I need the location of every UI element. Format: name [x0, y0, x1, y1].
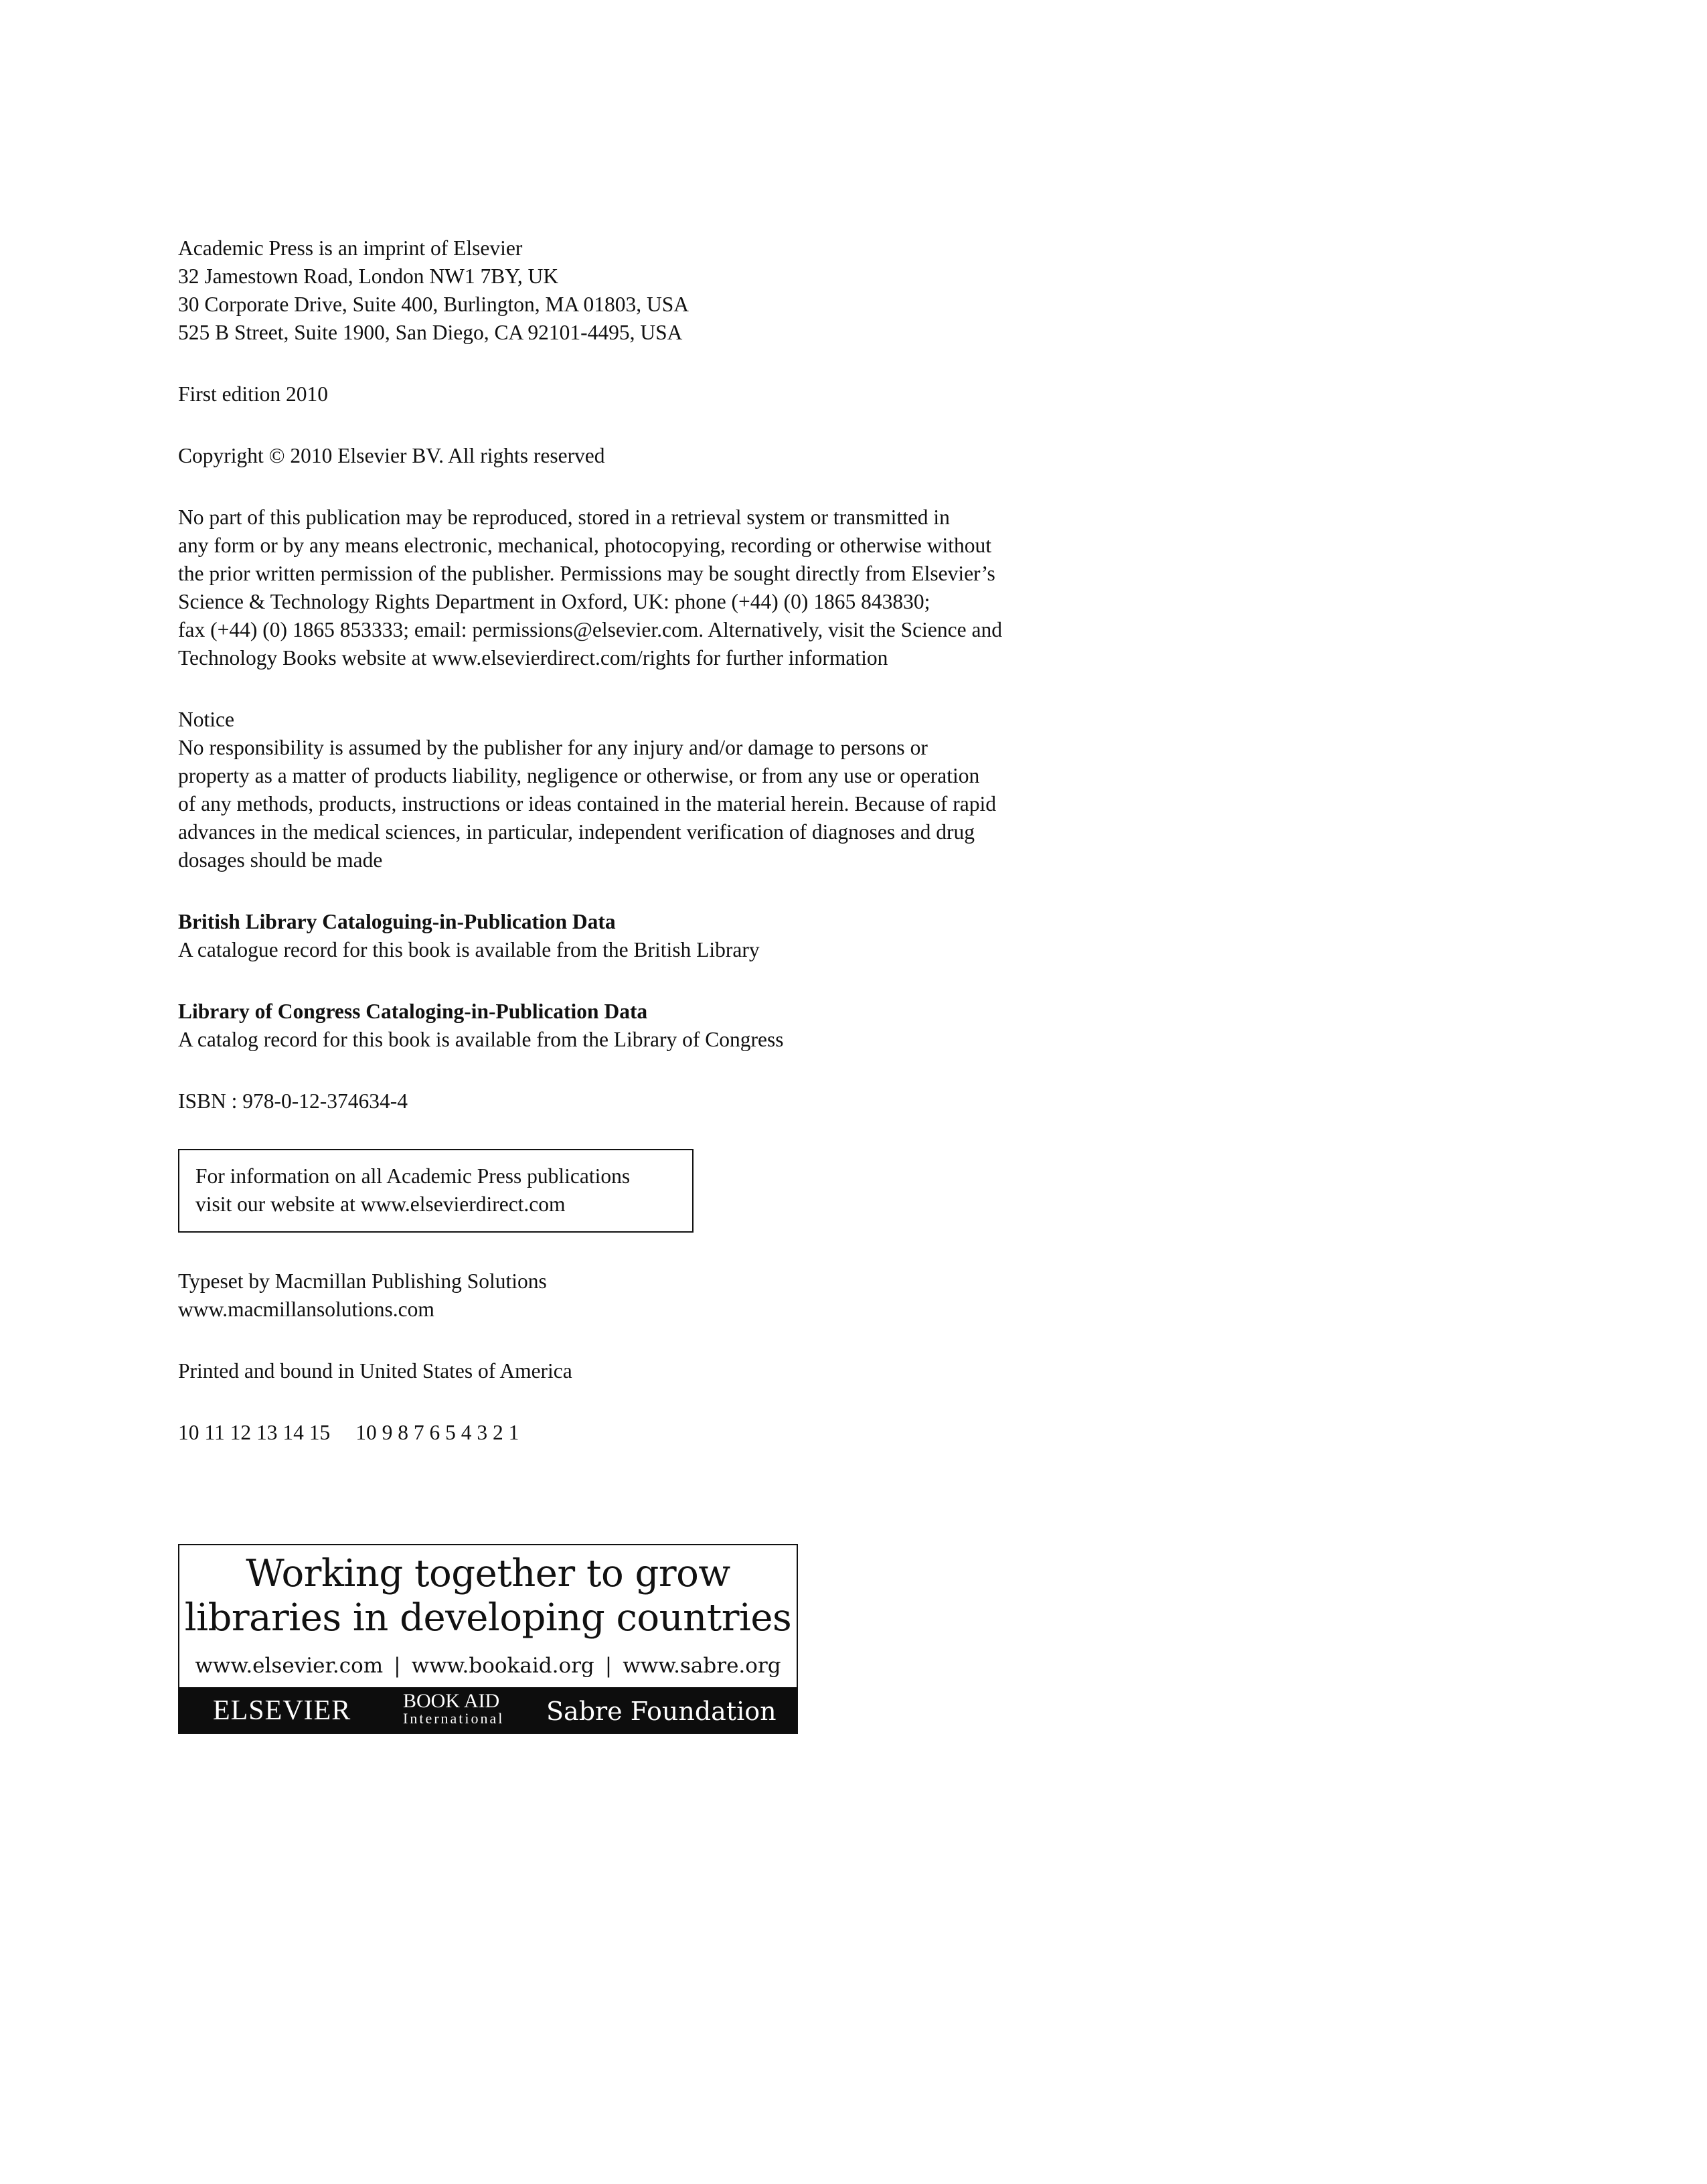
banner-logo-bar	[179, 1687, 797, 1733]
library-of-congress-block	[178, 998, 1088, 1054]
permissions-line: the prior written permission of the publisher. Permissions may be sought directly from Elsevier’s	[178, 562, 995, 585]
address-london: 32 Jamestown Road, London NW1 7BY, UK	[178, 264, 559, 288]
typeset-text: Typeset by Macmillan Publishing Solutions	[178, 1269, 547, 1293]
isbn-block	[178, 1087, 1088, 1115]
copyright-text: Copyright © 2010 Elsevier BV. All rights reserved	[178, 444, 605, 467]
print-years: 10 11 12 13 14 15	[178, 1421, 331, 1444]
edition-block	[178, 380, 1088, 408]
printed-block	[178, 1357, 1088, 1385]
banner-headline-line: Working together to grow	[246, 1552, 730, 1595]
copyright-page	[178, 234, 1088, 1480]
notice-heading: Notice	[178, 708, 234, 731]
british-library-block	[178, 908, 1088, 964]
permissions-line: any form or by any means electronic, mechanical, photocopying, recording or otherwise without	[178, 534, 991, 557]
info-box-line: visit our website at www.elsevierdirect.com	[195, 1192, 566, 1216]
typeset-url: www.macmillansolutions.com	[178, 1298, 434, 1321]
address-burlington: 30 Corporate Drive, Suite 400, Burlington, MA 01803, USA	[178, 293, 689, 316]
print-impressions: 10 9 8 7 6 5 4 3 2 1	[355, 1421, 519, 1444]
typeset-block	[178, 1267, 1088, 1324]
banner-headline	[179, 1552, 797, 1640]
sabre-foundation-logo: Sabre Foundation	[546, 1697, 777, 1726]
library-of-congress-text: A catalog record for this book is available from the Library of Congress	[178, 1028, 784, 1051]
printed-text: Printed and bound in United States of America	[178, 1359, 572, 1383]
notice-block	[178, 706, 1088, 874]
edition-text: First edition 2010	[178, 382, 329, 406]
notice-line: No responsibility is assumed by the publisher for any injury and/or damage to persons or	[178, 736, 928, 759]
publications-info-box	[178, 1149, 694, 1233]
book-aid-logo-main: BOOK AID	[403, 1690, 500, 1712]
book-aid-banner	[178, 1544, 798, 1734]
address-san-diego: 525 B Street, Suite 1900, San Diego, CA 92101-4495, USA	[178, 321, 683, 344]
sabre-link[interactable]: www.sabre.org	[623, 1654, 781, 1678]
imprint-address-block	[178, 234, 1088, 347]
permissions-line: fax (+44) (0) 1865 853333; email: permissions@elsevier.com. Alternatively, visit the Science and	[178, 618, 1002, 641]
notice-line: advances in the medical sciences, in particular, independent verification of diagnoses and drug	[178, 820, 975, 844]
library-of-congress-heading: Library of Congress Cataloging-in-Publication Data	[178, 1000, 648, 1023]
notice-line: of any methods, products, instructions or ideas contained in the material herein. Because of rapid	[178, 792, 997, 815]
imprint-line: Academic Press is an imprint of Elsevier	[178, 236, 523, 260]
british-library-text: A catalogue record for this book is available from the British Library	[178, 938, 760, 961]
isbn-text: ISBN : 978-0-12-374634-4	[178, 1089, 408, 1113]
book-aid-logo-sub: International	[403, 1710, 505, 1727]
copyright-block	[178, 442, 1088, 470]
british-library-heading: British Library Cataloguing-in-Publication Data	[178, 910, 616, 933]
notice-line: property as a matter of products liability, negligence or otherwise, or from any use or operation	[178, 764, 980, 787]
permissions-line: No part of this publication may be reproduced, stored in a retrieval system or transmitted in	[178, 505, 950, 529]
elsevier-logo: ELSEVIER	[213, 1695, 351, 1726]
book-aid-logo	[403, 1692, 504, 1727]
print-numbers	[178, 1419, 1088, 1447]
banner-headline-line: libraries in developing countries	[184, 1596, 792, 1640]
permissions-line: Technology Books website at www.elsevierdirect.com/rights for further information	[178, 646, 888, 670]
permissions-line: Science & Technology Rights Department in Oxford, UK: phone (+44) (0) 1865 843830;	[178, 590, 930, 613]
link-separator: |	[604, 1654, 613, 1678]
banner-links	[179, 1652, 797, 1679]
info-box-line: For information on all Academic Press publications	[195, 1164, 631, 1188]
bookaid-link[interactable]: www.bookaid.org	[411, 1654, 594, 1678]
permissions-block	[178, 503, 1088, 672]
link-separator: |	[394, 1654, 401, 1678]
notice-line: dosages should be made	[178, 848, 383, 872]
elsevier-link[interactable]: www.elsevier.com	[195, 1654, 384, 1678]
